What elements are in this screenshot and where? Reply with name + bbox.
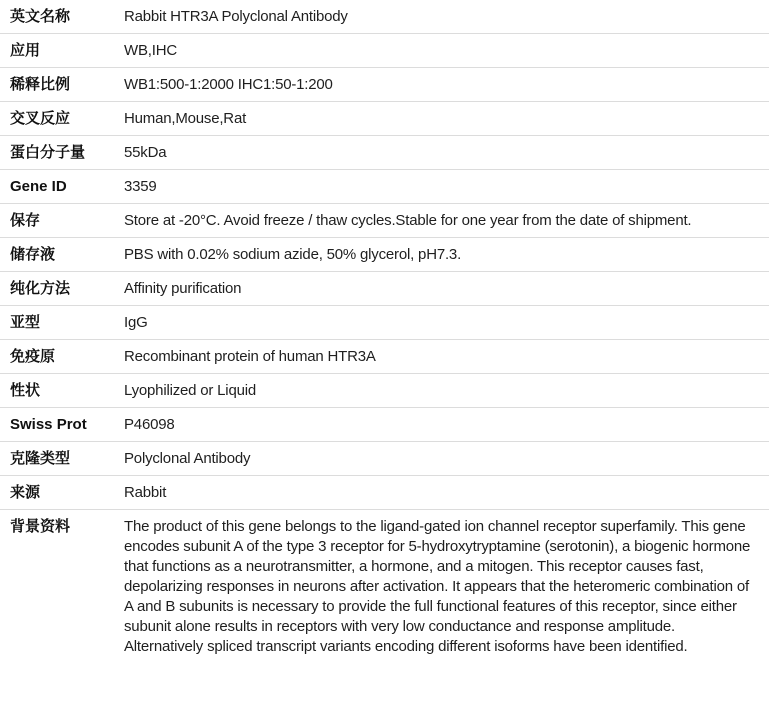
row-label: 背景资料	[10, 518, 71, 535]
row-value: PBS with 0.02% sodium azide, 50% glycerol, pH7.3.	[124, 245, 462, 263]
table-row	[0, 408, 769, 442]
table-row	[0, 0, 769, 34]
row-value: Rabbit HTR3A Polyclonal Antibody	[124, 7, 348, 25]
row-value: WB1:500-1:2000 IHC1:50-1:200	[124, 75, 333, 93]
table-row	[0, 476, 769, 510]
row-label: 免疫原	[10, 347, 56, 365]
row-label: 亚型	[10, 313, 41, 331]
table-row	[0, 238, 769, 272]
table-row	[0, 136, 769, 170]
table-row	[0, 68, 769, 102]
table-row	[0, 306, 769, 340]
row-label: 来源	[10, 483, 41, 501]
row-value: P46098	[124, 415, 175, 433]
row-label: 应用	[10, 41, 41, 59]
row-value: The product of this gene belongs to the ligand-gated ion channel receptor superfamily. This gene encodes subunit A of the type 3 receptor for 5-hydroxytryptamine (serotonin), a biogenic hormone that functions as a neurotransmitter, a hormone, and a mitogen. This receptor causes fast, depolarizing responses in neurons after activation. It appears that the heteromeric combination of A and B subunits is necessary to provide the full functional features of this receptor, since either subunit alone results in receptors with very low conductance and response amplitude. Alternatively spliced transcript variants encoding different isoforms have been identified.	[124, 518, 751, 655]
row-value: Human,Mouse,Rat	[124, 109, 247, 127]
row-label: Gene ID	[10, 177, 67, 195]
table-row	[0, 442, 769, 476]
row-label: 克隆类型	[10, 449, 71, 467]
row-label: 英文名称	[10, 7, 71, 25]
table-row	[0, 34, 769, 68]
table-row	[0, 340, 769, 374]
row-label: 交叉反应	[10, 109, 71, 127]
row-label: 纯化方法	[10, 279, 71, 297]
table-row	[0, 102, 769, 136]
row-label: 储存液	[10, 245, 56, 263]
table-row	[0, 510, 769, 667]
table-row	[0, 204, 769, 238]
row-value: 55kDa	[124, 143, 167, 161]
table-row	[0, 170, 769, 204]
row-label: 蛋白分子量	[10, 143, 86, 161]
row-label: 保存	[10, 211, 41, 229]
row-label: 稀释比例	[10, 75, 71, 93]
table-row	[0, 272, 769, 306]
row-value: Recombinant protein of human HTR3A	[124, 347, 376, 365]
row-value: Store at -20°C. Avoid freeze / thaw cycles.Stable for one year from the date of shipment.	[124, 211, 692, 229]
row-value: WB,IHC	[124, 41, 177, 59]
row-value: Polyclonal Antibody	[124, 449, 251, 467]
row-value: IgG	[124, 313, 148, 331]
row-value: Affinity purification	[124, 279, 242, 297]
row-value: 3359	[124, 177, 157, 195]
table-row	[0, 374, 769, 408]
row-value: Rabbit	[124, 483, 167, 501]
row-label: 性状	[10, 381, 41, 399]
row-label: Swiss Prot	[10, 415, 87, 433]
row-value: Lyophilized or Liquid	[124, 381, 257, 399]
